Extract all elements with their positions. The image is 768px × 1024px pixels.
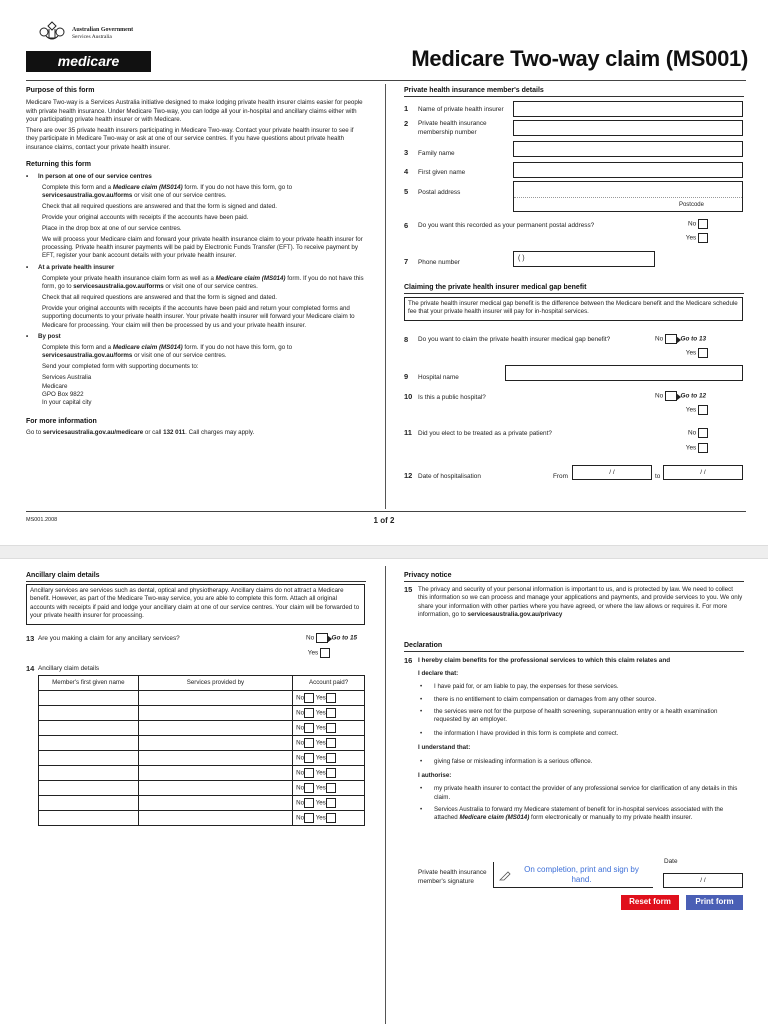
insurer-step-1: Complete your private health insurance claim form as well as a Medicare claim (MS014) form. If you do not have this form, go to servicesaustralia.gov.au/forms or visit one of our service centres. bbox=[42, 274, 364, 291]
q12-label: Date of hospitalisation bbox=[418, 473, 481, 480]
q14-label: Ancillary claim details bbox=[38, 665, 100, 672]
q3-label: Family name bbox=[418, 150, 455, 157]
returning-heading: Returning this form bbox=[26, 161, 91, 169]
q16-label: I hereby claim benefits for the professional services to which this claim relates and bbox=[418, 657, 671, 664]
q10-label: Is this a public hospital? bbox=[418, 394, 486, 401]
in-person-step-5: We will process your Medicare claim and forward your private health insurance claim to your private health insurer for processing. Private health insurer payments will be paid by Electronic Funds Transfer (EFT). To receive payment by EFT, register your bank account details with your private health insurer. bbox=[42, 235, 363, 260]
q4-label: First given name bbox=[418, 169, 466, 176]
paid-yes-checkbox[interactable] bbox=[326, 798, 336, 808]
q7-label: Phone number bbox=[418, 259, 460, 266]
paid-yes-checkbox[interactable] bbox=[326, 768, 336, 778]
to-label: to bbox=[655, 473, 661, 480]
q2-label: Private health insurance membership number bbox=[418, 120, 487, 136]
purpose-paragraph-2: There are over 35 private health insurers participating in Medicare Two-way. Contact your private health insurer to see if they participate in Medicare Two-way or ask at one of our service centres. If you have questions about private health insurance claims, contact your private health insurer. bbox=[26, 127, 354, 151]
post-step-2: Send your completed form with supporting documents to: bbox=[42, 363, 199, 371]
paid-no-checkbox[interactable] bbox=[304, 708, 314, 718]
table-row: No Yes bbox=[39, 751, 365, 766]
services-cell[interactable] bbox=[138, 766, 292, 781]
first-name-cell[interactable] bbox=[39, 706, 139, 721]
gap-benefit-heading: Claiming the private health insurer medical gap benefit bbox=[404, 284, 587, 291]
services-cell[interactable] bbox=[138, 736, 292, 751]
insurer-step-2: Check that all required questions are answered and that the form is signed and dated. bbox=[42, 294, 277, 302]
pen-icon bbox=[499, 871, 511, 884]
q6-label: Do you want this recorded as your permanent postal address? bbox=[418, 222, 595, 229]
declaration-heading: Declaration bbox=[404, 642, 443, 649]
first-name-cell[interactable] bbox=[39, 811, 139, 826]
table-row: No Yes bbox=[39, 691, 365, 706]
paid-no-checkbox[interactable] bbox=[304, 798, 314, 808]
paid-no-checkbox[interactable] bbox=[304, 813, 314, 823]
in-person-step-3: Provide your original accounts with receipts if the accounts have been paid. bbox=[42, 213, 249, 221]
q8-label: Do you want to claim the private health insurer medical gap benefit? bbox=[418, 336, 611, 343]
first-name-cell[interactable] bbox=[39, 721, 139, 736]
phone-number-input[interactable]: ( ) bbox=[513, 251, 655, 267]
understand-heading: I understand that: bbox=[418, 744, 471, 752]
first-name-cell[interactable] bbox=[39, 781, 139, 796]
table-row: No Yes bbox=[39, 796, 365, 811]
paid-no-checkbox[interactable] bbox=[304, 753, 314, 763]
declare-item: • I have paid for, or am liable to pay, the expenses for these services. bbox=[418, 683, 743, 691]
authorise-item: • my private health insurer to contact the provider of any professional service for clarification of any details in this claim. bbox=[418, 785, 743, 802]
q8-yes[interactable]: Yes bbox=[660, 348, 708, 358]
medicare-logo: medicare bbox=[26, 51, 151, 72]
insurer-heading: • At a private health insurer bbox=[26, 264, 366, 272]
hospital-name-input[interactable] bbox=[505, 365, 743, 381]
from-label: From bbox=[553, 473, 568, 480]
member-details-heading: Private health insurance member's details bbox=[404, 87, 544, 94]
ancillary-table bbox=[38, 675, 365, 826]
q6-no-checkbox[interactable] bbox=[698, 219, 708, 229]
insurer-name-input[interactable] bbox=[513, 101, 743, 117]
paid-yes-checkbox[interactable] bbox=[326, 753, 336, 763]
print-form-button[interactable]: Print form bbox=[686, 895, 743, 910]
paid-no-checkbox[interactable] bbox=[304, 783, 314, 793]
first-given-name-input[interactable] bbox=[513, 162, 743, 178]
date-label: Date bbox=[664, 858, 678, 865]
postal-address: Services Australia Medicare GPO Box 9822 In your capital city bbox=[42, 374, 92, 407]
paid-no-checkbox[interactable] bbox=[304, 723, 314, 733]
paid-yes-checkbox[interactable] bbox=[326, 723, 336, 733]
q6-yes[interactable]: Yes bbox=[660, 233, 708, 243]
in-person-step-4: Place in the drop box at one of our service centres. bbox=[42, 224, 182, 232]
first-name-cell[interactable] bbox=[39, 751, 139, 766]
signature-label: Private health insurance member's signature bbox=[418, 869, 487, 885]
page-title: Medicare Two-way claim (MS001) bbox=[411, 46, 748, 71]
privacy-heading: Privacy notice bbox=[404, 572, 452, 579]
paid-yes-checkbox[interactable] bbox=[326, 783, 336, 793]
services-cell[interactable] bbox=[138, 751, 292, 766]
more-info-heading: For more information bbox=[26, 417, 97, 425]
first-name-cell[interactable] bbox=[39, 766, 139, 781]
q13-yes[interactable]: Yes bbox=[300, 648, 330, 658]
q13-label: Are you making a claim for any ancillary services? bbox=[38, 635, 180, 642]
in-person-step-1: Complete this form and a Medicare claim (MS014) form. If you do not have this form, go to servicesaustralia.gov.au/forms or visit one of our service centres. bbox=[42, 183, 293, 199]
paid-yes-checkbox[interactable] bbox=[326, 708, 336, 718]
declare-item: • the information I have provided in this form is complete and correct. bbox=[418, 730, 743, 738]
q6-yes-checkbox[interactable] bbox=[698, 233, 708, 243]
services-cell[interactable] bbox=[138, 691, 292, 706]
postal-address-input[interactable] bbox=[513, 181, 743, 212]
declare-heading: I declare that: bbox=[418, 670, 459, 677]
q10-yes-checkbox[interactable] bbox=[698, 405, 708, 415]
q10-no-checkbox[interactable] bbox=[665, 391, 677, 401]
declare-item: • the services were not for the purpose of health screening, superannuation entry or a health examination requested by an employer. bbox=[418, 708, 743, 725]
authorise-heading: I authorise: bbox=[418, 771, 452, 779]
paid-yes-checkbox[interactable] bbox=[326, 738, 336, 748]
col-first-name: Member's first given name bbox=[39, 676, 139, 691]
q1-label: Name of private health insurer bbox=[418, 106, 504, 113]
table-row: No Yes bbox=[39, 781, 365, 796]
signature-hint: On completion, print and sign by hand. bbox=[524, 865, 639, 884]
declaration-date-input[interactable]: / / bbox=[663, 873, 743, 888]
declaration-body bbox=[418, 670, 743, 827]
gap-info-box: The private health insurer medical gap benefit is the difference between the Medicare benefit and the Medicare schedule fee that your private health insurer will pay for in-hospital services. bbox=[404, 297, 743, 321]
more-info-text: Go to servicesaustralia.gov.au/medicare or call 132 011. Call charges may apply. bbox=[26, 429, 255, 437]
paid-no-checkbox[interactable] bbox=[304, 693, 314, 703]
table-row: No Yes bbox=[39, 706, 365, 721]
q11-no[interactable]: No bbox=[660, 428, 708, 438]
ancillary-info-box: Ancillary services are services such as dental, optical and physiotherapy. Ancillary claims do not attract a Medicare benefit. However, as part of the Medicare Two-way service, you are able to complete this form. Attach all original accounts with receipts if paid and lodge your ancillary claim at one of our service centres. Your claim will be forwarded to your private health insurer for processing. bbox=[26, 584, 365, 625]
services-cell[interactable] bbox=[138, 781, 292, 796]
q11-label: Did you elect to be treated as a private patient? bbox=[418, 430, 552, 437]
post-step-1: Complete this form and a Medicare claim (MS014) form. If you do not have this form, go to servicesaustralia.gov.au/forms or visit one of our service centres. bbox=[42, 344, 293, 360]
services-cell[interactable] bbox=[138, 796, 292, 811]
government-crest-icon bbox=[38, 20, 66, 44]
q6-no[interactable]: No bbox=[660, 219, 708, 229]
understand-item: • giving false or misleading information is a serious offence. bbox=[418, 758, 743, 766]
privacy-text: The privacy and security of your personal information is important to us, and is protected by law. We need to collect this information so we can process and manage your applications and payments, and provide services to you. We only share your information with other parties where you have agreed, or where the law allows or requires it. For more information, go to servicesaustralia.gov.au/privacy bbox=[418, 586, 743, 619]
col-account-paid: Account paid? bbox=[293, 676, 365, 691]
signature-field[interactable] bbox=[493, 862, 653, 888]
q8-no[interactable]: No Go to 13 bbox=[655, 335, 707, 343]
left-column-page1 bbox=[26, 86, 366, 440]
q5-label: Postal address bbox=[418, 189, 461, 196]
services-cell[interactable] bbox=[138, 811, 292, 826]
services-cell[interactable] bbox=[138, 706, 292, 721]
first-name-cell[interactable] bbox=[39, 736, 139, 751]
gov-line-2: Services Australia bbox=[72, 34, 112, 40]
q13-no-checkbox[interactable] bbox=[316, 633, 328, 643]
first-name-cell[interactable] bbox=[39, 691, 139, 706]
page-number: 1 of 2 bbox=[373, 516, 395, 525]
ancillary-heading: Ancillary claim details bbox=[26, 572, 100, 579]
q8-no-checkbox[interactable] bbox=[665, 334, 677, 344]
family-name-input[interactable] bbox=[513, 141, 743, 157]
q10-no[interactable]: No Go to 12 bbox=[655, 392, 707, 400]
services-cell[interactable] bbox=[138, 721, 292, 736]
paid-no-checkbox[interactable] bbox=[304, 738, 314, 748]
q10-yes[interactable]: Yes bbox=[660, 405, 708, 415]
table-row: No Yes bbox=[39, 766, 365, 781]
declare-item: • there is no entitlement to claim compensation or damages from any other source. bbox=[418, 696, 743, 704]
table-row: No Yes bbox=[39, 721, 365, 736]
hospital-from-date-input[interactable]: / / bbox=[572, 465, 652, 480]
purpose-heading: Purpose of this form bbox=[26, 87, 95, 94]
postcode-label: Postcode bbox=[678, 202, 704, 208]
table-row: No Yes bbox=[39, 736, 365, 751]
first-name-cell[interactable] bbox=[39, 796, 139, 811]
paid-yes-checkbox[interactable] bbox=[326, 693, 336, 703]
q13-yes-checkbox[interactable] bbox=[320, 648, 330, 658]
in-person-step-2: Check that all required questions are answered and that the form is signed and dated. bbox=[42, 202, 277, 210]
q11-yes[interactable]: Yes bbox=[660, 443, 708, 453]
q11-no-checkbox[interactable] bbox=[698, 428, 708, 438]
hospital-to-date-input[interactable]: / / bbox=[663, 465, 743, 480]
purpose-paragraph-1: Medicare Two-way is a Services Australia initiative designed to make lodging private health insurer claims easier for people with private health insurance. Under Medicare Two-way, you can lodge all your in-hospital and ancillary claims either with your participating private health insurer or with Medicare. bbox=[26, 99, 363, 124]
post-heading: • By post bbox=[26, 333, 366, 341]
insurer-step-3: Provide your original accounts with receipts if the accounts have been paid and return your completed forms and supporting documents to your private health insurer. Your private health insurer will forward your Medicare claim to Medicare for processing. Your claim will then be processed by us and your private health insurer. bbox=[42, 305, 355, 329]
col-services: Services provided by bbox=[138, 676, 292, 691]
paid-yes-checkbox[interactable] bbox=[326, 813, 336, 823]
gov-line-1: Australian Government bbox=[72, 27, 134, 33]
q11-yes-checkbox[interactable] bbox=[698, 443, 708, 453]
in-person-heading: • In person at one of our service centres bbox=[26, 173, 366, 181]
table-row: No Yes bbox=[39, 811, 365, 826]
reset-form-button[interactable]: Reset form bbox=[621, 895, 679, 910]
q8-yes-checkbox[interactable] bbox=[698, 348, 708, 358]
membership-number-input[interactable] bbox=[513, 120, 743, 136]
q9-label: Hospital name bbox=[418, 374, 459, 381]
form-code: MS001.2008 bbox=[26, 517, 58, 523]
authorise-item: • Services Australia to forward my Medicare statement of benefit for in-hospital services associated with the attached Medicare claim (MS014) form electronically or manually to my private health insurer. bbox=[418, 806, 743, 823]
paid-no-checkbox[interactable] bbox=[304, 768, 314, 778]
q13-no[interactable]: No Go to 15 bbox=[306, 634, 358, 642]
